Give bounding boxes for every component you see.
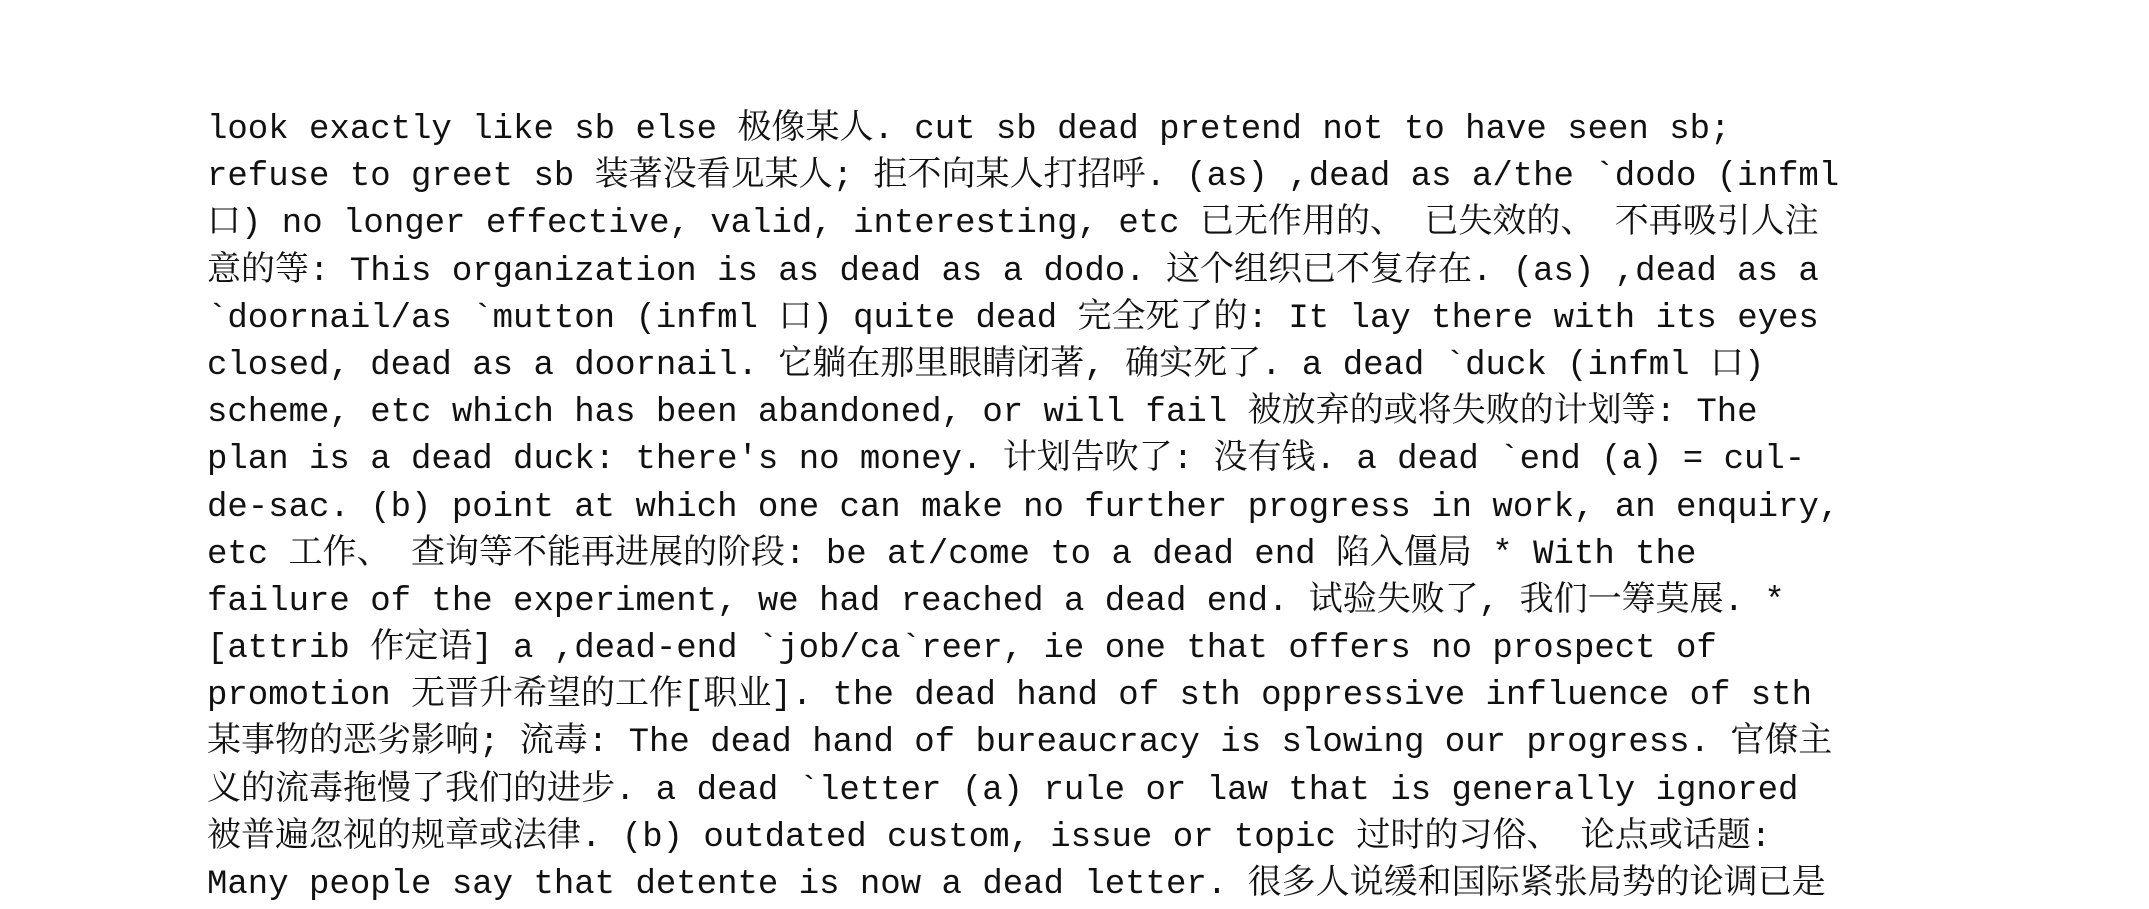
entry-line: 义的流毒拖慢了我们的进步. a dead `letter (a) rule or law that is generally ignored — [207, 771, 1799, 810]
entry-line: plan is a dead duck: there's no money. 计划告吹了: 没有钱. a dead `end (a) = cul- — [207, 441, 1806, 480]
entry-line: `doornail/as `mutton (infml 口) quite dead 完全死了的: It lay there with its eyes — [207, 299, 1819, 338]
entry-line: scheme, etc which has been abandoned, or will fail 被放弃的或将失败的计划等: The — [207, 394, 1758, 433]
entry-line: 被普遍忽视的规章或法律. (b) outdated custom, issue or topic 过时的习俗、 论点或话题: — [207, 818, 1772, 857]
entry-line: refuse to greet sb 装著没看见某人; 拒不向某人打招呼. (as) ,dead as a/the `dodo (infml — [207, 158, 1840, 197]
entry-line: 意的等: This organization is as dead as a dodo. 这个组织已不复存在. (as) ,dead as a — [207, 252, 1819, 291]
entry-line: de-sac. (b) point at which one can make no further progress in work, an enquiry, — [207, 488, 1840, 527]
entry-line: etc 工作、 查询等不能再进展的阶段: be at/come to a dead end 陷入僵局 * With the — [207, 535, 1697, 574]
entry-line: 某事物的恶劣影响; 流毒: The dead hand of bureaucracy is slowing our progress. 官僚主 — [207, 724, 1833, 763]
dictionary-entry-text — [207, 107, 2107, 909]
entry-line: promotion 无晋升希望的工作[职业]. the dead hand of sth oppressive influence of sth — [207, 677, 1813, 716]
entry-line: closed, dead as a doornail. 它躺在那里眼睛闭著, 确实死了. a dead `duck (infml 口) — [207, 346, 1765, 385]
entry-line: [attrib 作定语] a ,dead-end `job/ca`reer, ie one that offers no prospect of — [207, 630, 1717, 669]
entry-line: 口) no longer effective, valid, interesting, etc 已无作用的、 已失效的、 不再吸引人注 — [207, 205, 1819, 244]
entry-line: look exactly like sb else 极像某人. cut sb dead pretend not to have seen sb; — [207, 111, 1731, 149]
entry-line: Many people say that detente is now a dead letter. 很多人说缓和国际紧张局势的论调已是 — [207, 866, 1826, 904]
entry-line: failure of the experiment, we had reached a dead end. 试验失败了, 我们一筹莫展. * — [207, 582, 1785, 621]
